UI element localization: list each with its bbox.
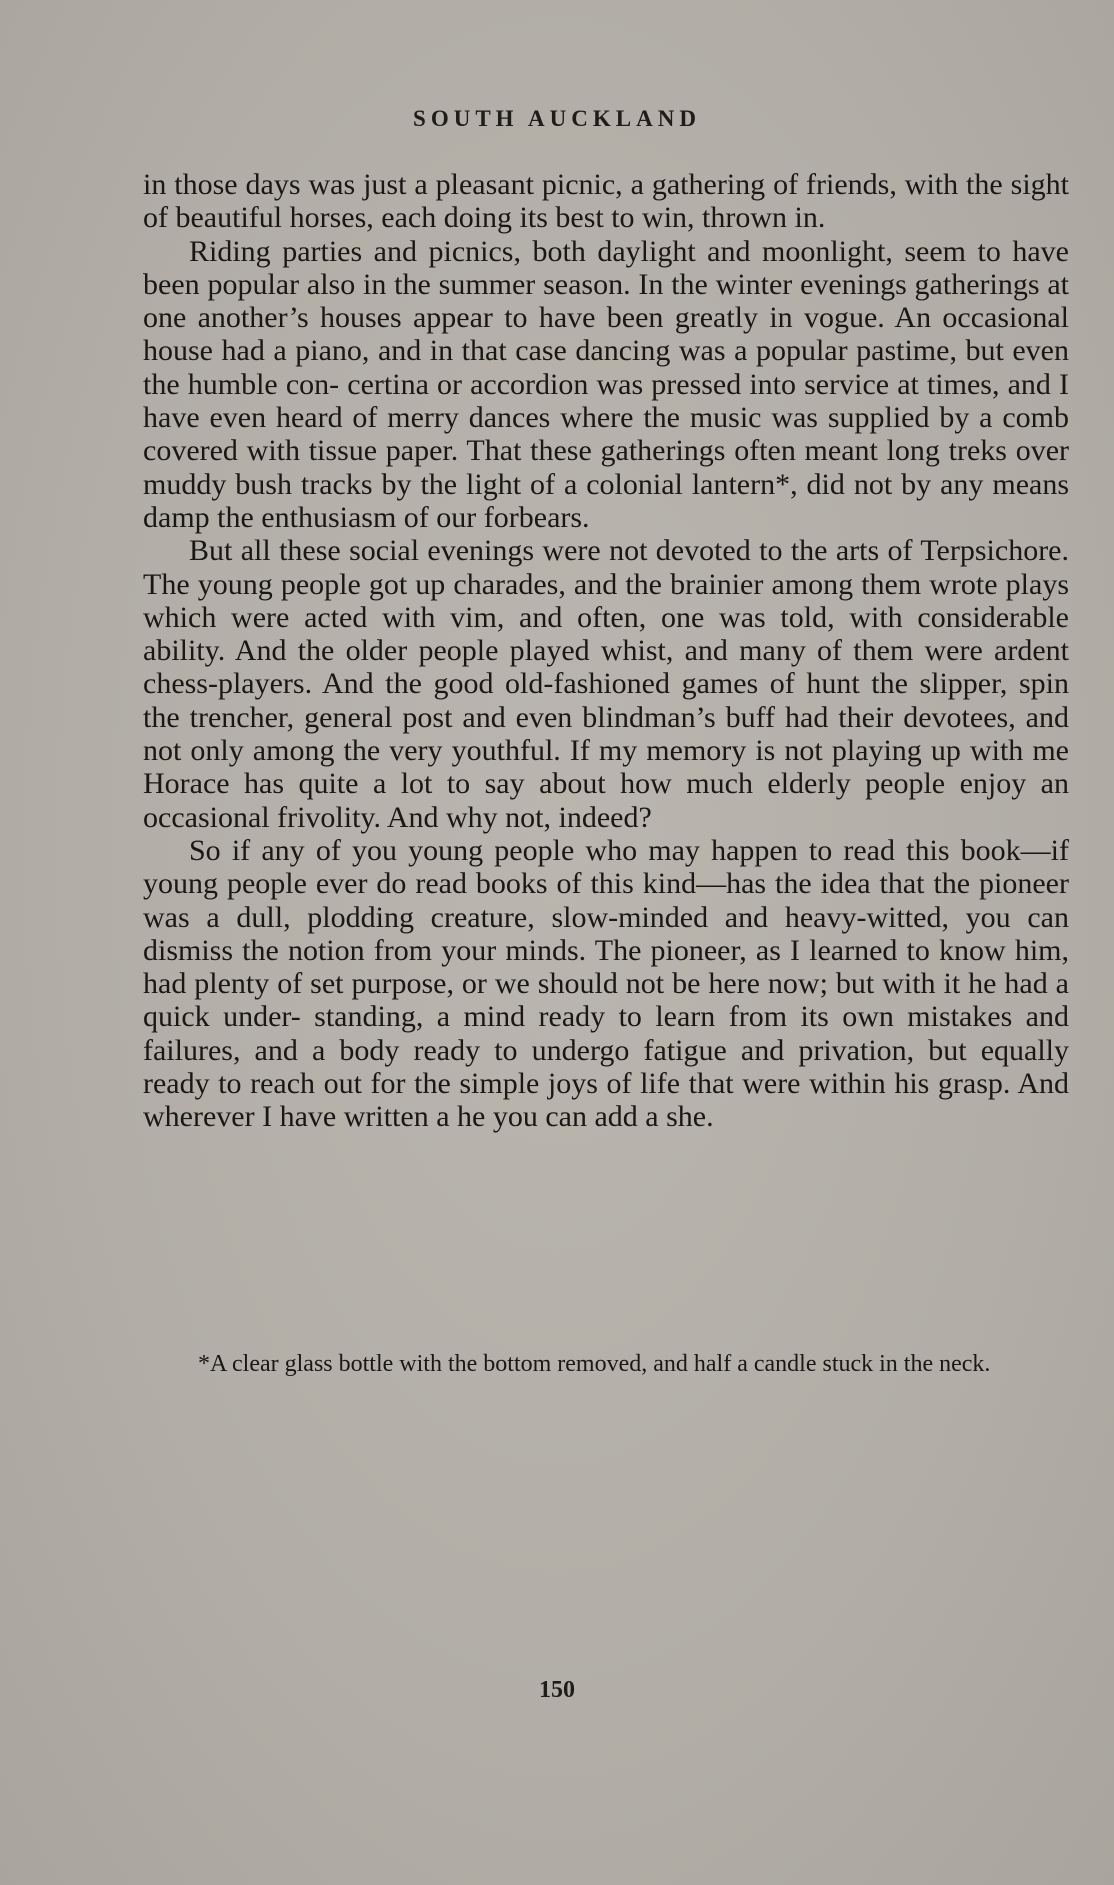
body-text (143, 168, 1069, 1134)
page-number: 150 (539, 1677, 575, 1703)
running-head: SOUTH AUCKLAND (413, 106, 701, 131)
paragraph-4: So if any of you young people who may happen to read this book—if young people ever do read books of this kind—has the idea that the pioneer was a dull, plodding creature, slow-minded and heavy-witted, you can dismiss the notion from your minds. The pioneer, as I learned to know him, had plenty of set purpose, or we should not be here now; but with it he had a quick under- standing, a mind ready to learn from its own mistakes and failures, and a body ready to undergo fatigue and privation, but equally ready to reach out for the simple joys of life that were within his grasp. And wherever I have written a he you can add a she. (143, 833, 1069, 1134)
footnote: *A clear glass bottle with the bottom removed, and half a candle stuck in the neck. (198, 1351, 991, 1377)
paragraph-1: in those days was just a pleasant picnic, a gathering of friends, with the sight of beautiful horses, each doing its best to win, thrown in. (143, 168, 1069, 235)
paragraph-2: Riding parties and picnics, both daylight and moonlight, seem to have been popular also in the summer season. In the winter evenings gatherings at one another’s houses appear to have been greatly in vogue. An occasional house had a piano, and in that case dancing was a popular pastime, but even the humble con- certina or accordion was pressed into service at times, and I have even heard of merry dances where the music was supplied by a comb covered with tissue paper. That these gatherings often meant long treks over muddy bush tracks by the light of a colonial lantern*, did not by any means damp the enthusiasm of our forbears. (143, 234, 1069, 534)
paragraph-3: But all these social evenings were not devoted to the arts of Terpsichore. The young people got up charades, and the brainier among them wrote plays which were acted with vim, and often, one was told, with considerable ability. And the older people played whist, and many of them were ardent chess-players. And the good old-fashioned games of hunt the slipper, spin the trencher, general post and even blindman’s buff had their devotees, and not only among the very youthful. If my memory is not playing up with me Horace has quite a lot to say about how much elderly people enjoy an occasional frivolity. And why not, indeed? (143, 534, 1069, 834)
